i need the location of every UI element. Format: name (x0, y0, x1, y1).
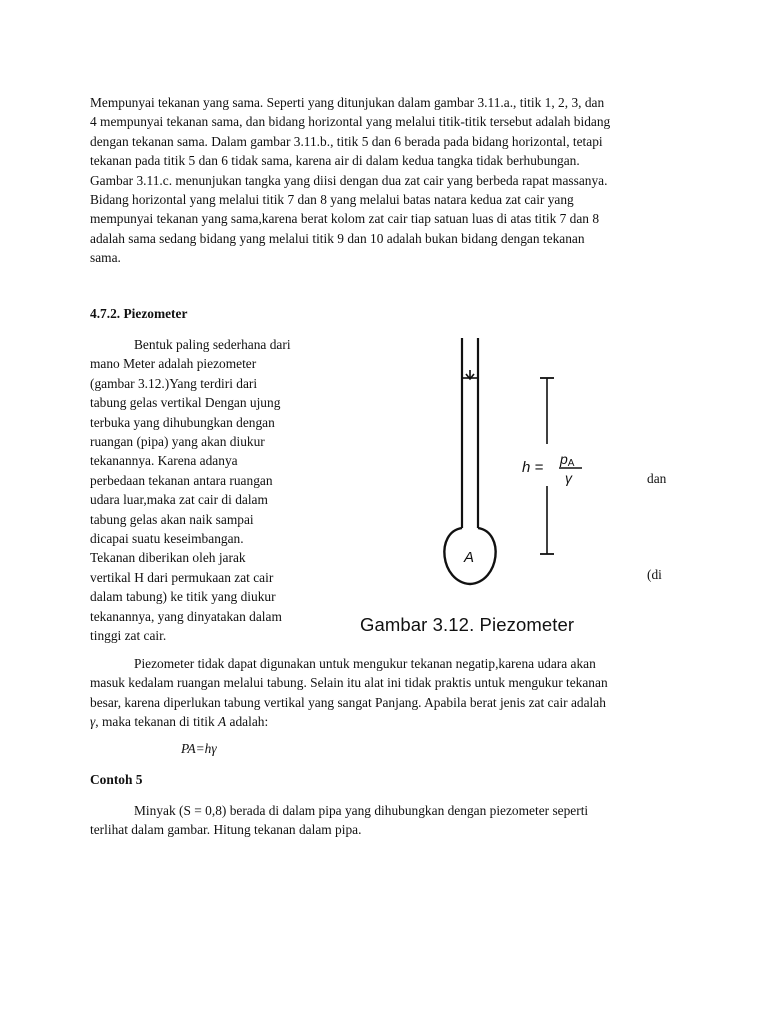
intro-paragraph (90, 93, 680, 268)
text-line: dengan tekanan sama. Dalam gambar 3.11.b., titik 5 dan 6 berada pada bidang horizontal, tetapi (90, 133, 603, 149)
text-line: udara luar,maka zat cair di dalam (90, 492, 268, 508)
text-line: Piezometer tidak dapat digunakan untuk mengukur tekanan negatip,karena udara akan (134, 656, 596, 671)
text-line: (gambar 3.12.)Yang terdiri dari (90, 375, 258, 391)
text-line: γ, maka tekanan di titik A adalah: (90, 714, 269, 730)
text-line: terbuka yang dihubungkan dengan (90, 414, 275, 430)
height-label: h = (522, 459, 544, 476)
section-heading: 4.7.2. Piezometer (90, 306, 188, 321)
text-line: perbedaan tekanan antara ruangan (90, 472, 273, 488)
text-line: 4 mempunyai tekanan sama, dan bidang horizontal yang melalui titik-titik tersebut adalah bidang (90, 114, 611, 130)
bulb-label: A (464, 549, 475, 566)
piezometer-limitations-paragraph (90, 654, 680, 732)
example-paragraph (90, 801, 680, 840)
text-line: Bidang horizontal yang melalui titik 7 dan 8 yang melalui batas natara kedua zat cair yang (90, 192, 574, 208)
text-line: Tekanan diberikan oleh jarak (90, 550, 246, 566)
side-word-dan: dan (647, 471, 667, 486)
formula-denominator: γ (565, 470, 572, 486)
text-line: tabung gelas vertikal Dengan ujung (90, 395, 281, 411)
text-line: tekanannya, yang dinyatakan dalam (90, 608, 282, 624)
text-line: adalah sama sedang bidang yang melalui titik 9 dan 10 adalah bukan bidang dengan tekanan (90, 230, 585, 246)
text-line: masuk kedalam ruangan melalui tabung. Selain itu alat ini tidak praktis untuk mengukur tekanan (90, 675, 608, 691)
text-line: dalam tabung) ke titik yang diukur (90, 589, 276, 605)
text-line: Gambar 3.11.c. menunjukan tangka yang diisi dengan dua zat cair yang berbeda rapat massanya. (90, 172, 608, 188)
piezometer-description (90, 335, 322, 646)
pressure-formula: PA=hγ (181, 741, 217, 756)
side-word-di: (di (647, 567, 662, 582)
text-line: besar, karena diperlukan tabung vertikal yang sangat Panjang. Apabila berat jenis zat cair adalah (90, 694, 606, 710)
text-line: terlihat dalam gambar. Hitung tekanan dalam pipa. (90, 822, 362, 838)
text-line: tekanannya. Karena adanya (90, 453, 238, 469)
text-line: Minyak (S = 0,8) berada di dalam pipa yang dihubungkan dengan piezometer seperti (134, 803, 589, 818)
text-line: dicapai suatu keseimbangan. (90, 531, 244, 547)
text-line: mempunyai tekanan yang sama,karena berat kolom zat cair tiap satuan luas di atas titik 7 dan 8 (90, 211, 600, 227)
text-line: tekanan pada titik 5 dan 6 tidak sama, karena air di dalam kedua tangka tidak berhubungan. (90, 153, 580, 169)
text-line: Bentuk paling sederhana dari (134, 337, 291, 352)
piezometer-figure (420, 336, 640, 606)
example-heading: Contoh 5 (90, 772, 143, 787)
text-line: mano Meter adalah piezometer (90, 356, 257, 372)
text-line: tabung gelas akan naik sampai (90, 511, 254, 527)
text-line: ruangan (pipa) yang akan diukur (90, 434, 265, 450)
text-line: vertikal H dari permukaan zat cair (90, 569, 274, 585)
text-line: tinggi zat cair. (90, 628, 167, 644)
text-line: Mempunyai tekanan yang sama. Seperti yang ditunjukan dalam gambar 3.11.a., titik 1, 2, 3, dan (90, 95, 605, 110)
formula-numerator: pA (560, 451, 575, 469)
figure-caption: Gambar 3.12. Piezometer (360, 614, 575, 635)
text-line: sama. (90, 250, 121, 266)
